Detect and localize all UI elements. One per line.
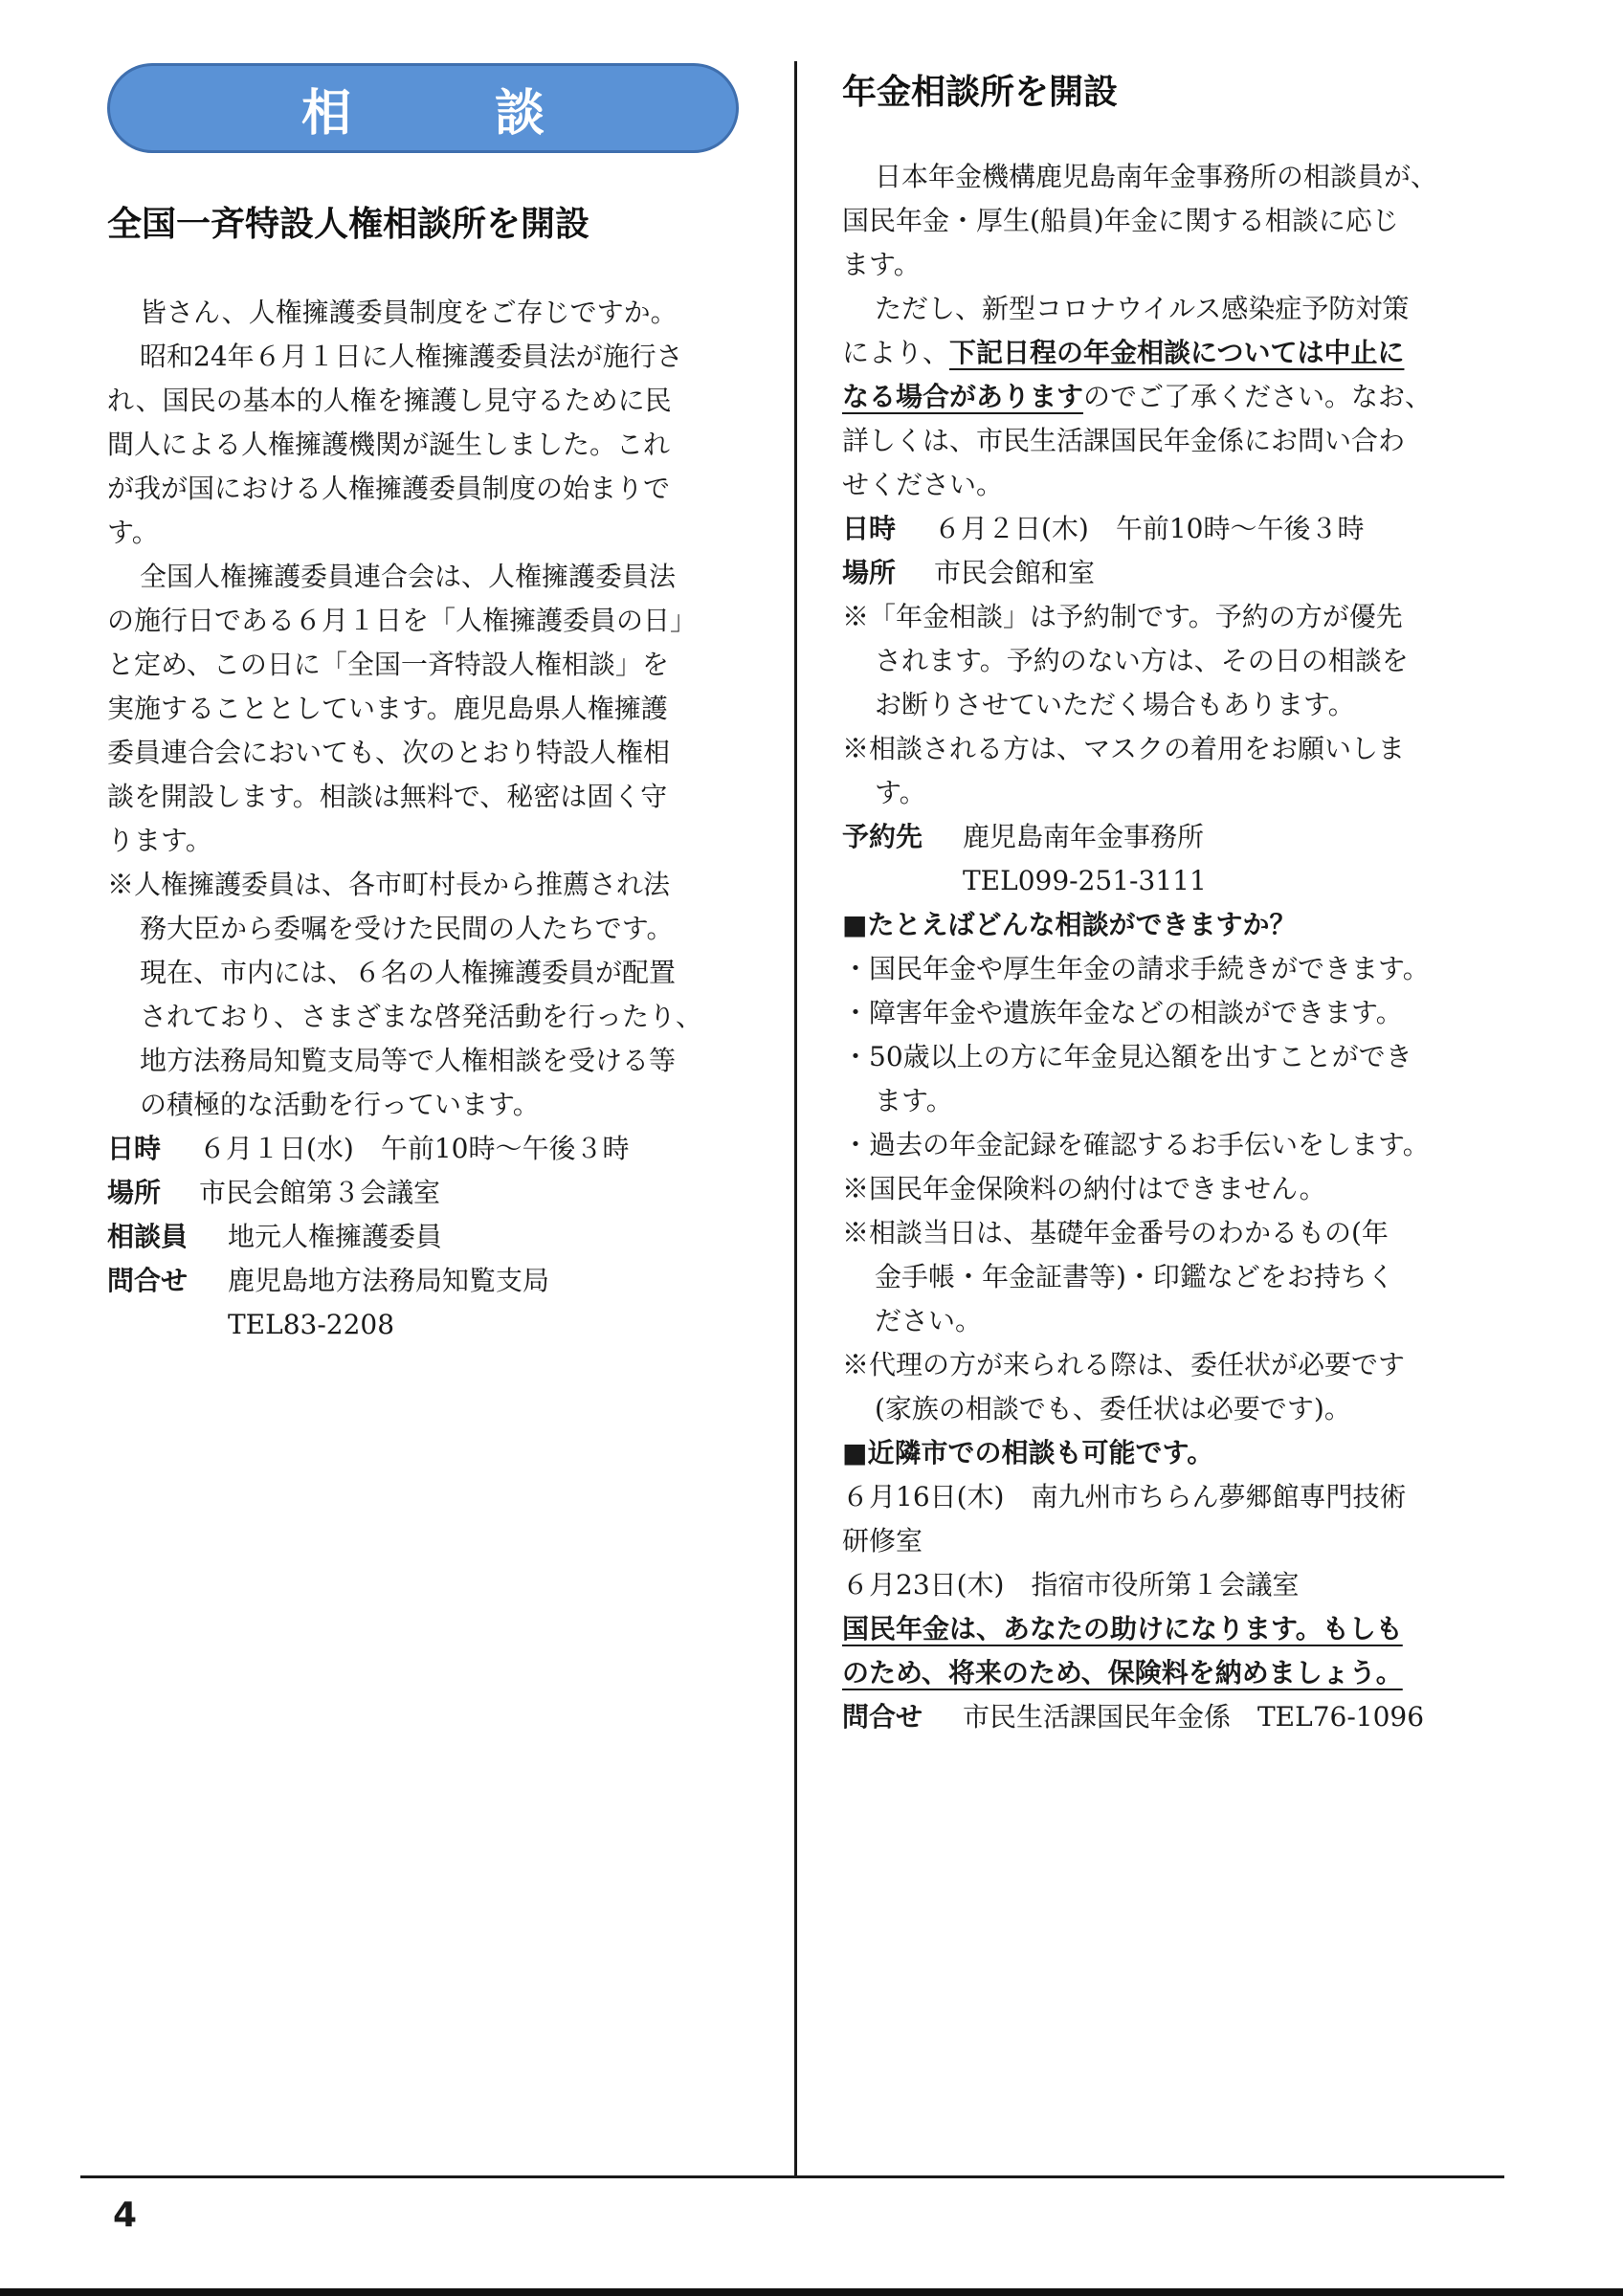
left-place-row [107,1171,440,1215]
left-line: ります。 [107,825,212,856]
right-intro-line: 詳しくは、市民生活課国民年金係にお問い合わ [842,425,1406,456]
left-line: 間人による人権擁護機関が誕生しました。これ [107,429,671,460]
counselor-value: 地元人権擁護委員 [228,1221,443,1252]
notice-underlined: 下記日程の年金相談については中止に [949,337,1405,368]
section1-line: ・国民年金や厚生年金の請求手続きができます。 [842,953,1430,984]
left-note: されており、さまざまな啓発活動を行ったり、 [140,1001,703,1032]
banner-label: 相談 [300,84,688,143]
notice-underlined: なる場合があります [842,381,1084,412]
left-contact-tel: TEL83-2208 [228,1309,395,1340]
left-note: 現在、市内には、６名の人権擁護委員が配置 [140,957,677,988]
right-intro-line: ただし、新型コロナウイルス感染症予防対策 [875,293,1410,324]
section1-line: ・過去の年金記録を確認するお手伝いをします。 [842,1129,1430,1160]
left-line: れ、国民の基本的人権を擁護し見守るために民 [107,385,672,416]
booking-tel: TEL099-251-3111 [963,865,1207,896]
left-line: 委員連合会においても、次のとおり特設人権相 [107,737,671,768]
section2-line: ６月23日(木) 指宿市役所第１会議室 [842,1569,1300,1601]
right-intro-line: 日本年金機構鹿児島南年金事務所の相談員が、 [875,161,1438,192]
section1-line: ・障害年金や遺族年金などの相談ができます。 [842,997,1403,1028]
notice-post: のでご了承ください。なお、 [1083,381,1433,412]
left-note: 地方法務局知覧支局等で人権相談を受ける等 [140,1045,677,1076]
contact-value: 市民生活課国民年金係 TEL76-1096 [963,1701,1425,1733]
left-datetime-row [107,1127,629,1171]
right-note: ※相談される方は、マスクの着用をお願いしま [842,733,1406,764]
section1-line: ます。 [875,1085,953,1116]
datetime-value: ６月２日(木) 午前10時～午後３時 [934,513,1365,544]
booking-label: 予約先 [842,821,923,852]
booking-value: 鹿児島南年金事務所 [963,821,1205,852]
section1-line: ・50歳以上の方に年金見込額を出すことができ [842,1041,1412,1072]
left-line: の施行日である６月１日を「人権擁護委員の日」 [107,605,698,636]
left-note: ※人権擁護委員は、各市町村長から推薦され法 [107,869,671,900]
right-note: ※「年金相談」は予約制です。予約の方が優先 [842,601,1403,632]
place-label: 場所 [107,1177,162,1208]
left-line: す。 [107,517,159,548]
left-line: 昭和24年６月１日に人権擁護委員法が施行さ [140,341,683,372]
right-intro-line: ます。 [842,249,921,280]
left-line: 皆さん、人権擁護委員制度をご存じですか。 [140,297,678,328]
datetime-label: 日時 [842,513,897,544]
right-note: す。 [875,777,926,808]
column-divider [794,61,797,2175]
left-line: が我が国における人権擁護委員制度の始まりで [107,473,671,504]
right-notice-line [842,331,1404,375]
section1-line: ださい。 [875,1305,983,1336]
left-line: 実施することとしています。鹿児島県人権擁護 [107,693,668,724]
page-number: 4 [113,2196,138,2235]
section2-line: ６月16日(木) 南九州市ちらん夢郷館専門技術 [842,1481,1407,1512]
datetime-value: ６月１日(水) 午前10時～午後３時 [199,1133,630,1164]
right-place-row [842,551,1095,595]
right-booking-row [842,815,1204,859]
place-value: 市民会館和室 [934,557,1096,588]
notice-pre: により、 [842,337,950,368]
left-line: と定め、この日に「全国一斉特設人権相談」を [107,649,669,680]
right-intro-line: せください。 [842,469,1004,500]
emphasis-line: 国民年金は、あなたの助けになります。もしも [842,1613,1403,1645]
section-title: ■近隣市での相談も可能です。 [842,1437,1214,1468]
page-bottom-edge [0,2288,1623,2296]
section1-line: 金手帳・年金証書等)・印鑑などをお持ちく [875,1261,1394,1292]
left-line: 全国人権擁護委員連合会は、人権擁護委員法 [140,561,677,592]
left-heading: 全国一斉特設人権相談所を開設 [107,205,590,244]
section1-line: ※代理の方が来られる際は、委任状が必要です [842,1349,1406,1380]
datetime-label: 日時 [107,1133,162,1164]
section-banner [107,63,739,153]
section1-line: ※国民年金保険料の納付はできません。 [842,1173,1326,1204]
right-note: お断りさせていただく場合もあります。 [875,689,1355,720]
right-datetime-row [842,507,1364,551]
section2-line: 研修室 [842,1525,923,1556]
left-contact-row [107,1259,549,1303]
contact-label: 問合せ [107,1265,189,1296]
right-notice-line [842,375,1432,419]
emphasis-line: のため、将来のため、保険料を納めましょう。 [842,1657,1403,1689]
contact-label: 問合せ [842,1701,923,1733]
left-line: 談を開設します。相談は無料で、秘密は固く守 [107,781,668,812]
section-title: ■たとえばどんな相談ができますか？ [842,909,1297,940]
place-label: 場所 [842,557,897,588]
counselor-label: 相談員 [107,1221,189,1252]
left-counselor-row [107,1215,442,1259]
right-heading: 年金相談所を開設 [842,73,1119,112]
right-intro-line: 国民年金・厚生(船員)年金に関する相談に応じ [842,205,1399,236]
left-note: の積極的な活動を行っています。 [140,1089,540,1120]
section1-line: (家族の相談でも、委任状は必要です)。 [875,1393,1351,1424]
footer-rule [80,2175,1504,2178]
place-value: 市民会館第３会議室 [199,1177,441,1208]
left-note: 務大臣から委嘱を受けた民間の人たちです。 [140,913,674,944]
contact-value: 鹿児島地方法務局知覧支局 [228,1265,550,1296]
section1-line: ※相談当日は、基礎年金番号のわかるもの(年 [842,1217,1389,1248]
right-note: されます。予約のない方は、その日の相談を [875,645,1409,676]
right-contact-row [842,1695,1424,1739]
